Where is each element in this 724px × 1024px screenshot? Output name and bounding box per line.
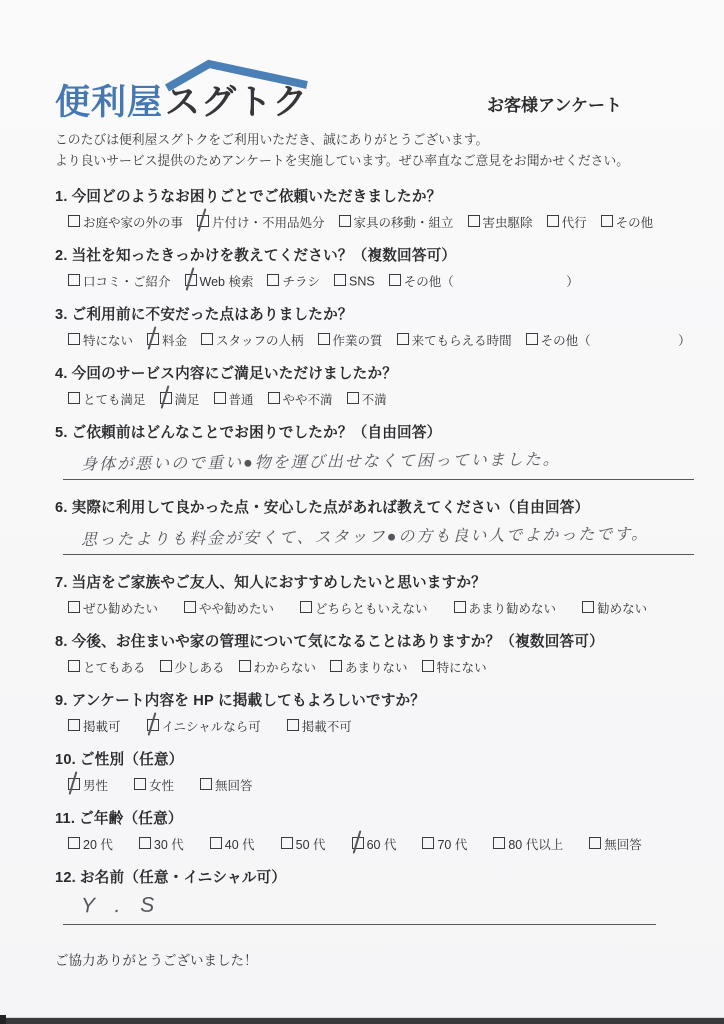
option-label: 片付け・不用品処分 [212,216,325,231]
option-label: 不満 [361,393,387,408]
question-text: 今回どのようなお困りごとでご依頼いただきましたか？ [71,189,442,206]
option-label: 口コミ・ご紹介 [83,275,171,290]
checkbox-option[interactable] [160,390,200,408]
option-label: お庭や家の外の事 [83,216,184,231]
question-number: 12. [55,870,76,887]
checkbox-icon[interactable] [347,392,359,404]
checkbox-option[interactable] [68,835,113,853]
checkbox-icon[interactable] [589,837,601,849]
checkbox-icon[interactable] [160,660,172,672]
checkbox-option[interactable] [68,776,108,794]
questions-list [55,185,694,925]
question-title [55,362,694,383]
question-10 [55,748,694,794]
checkbox-icon[interactable] [147,333,159,345]
question-11 [55,807,694,853]
checkbox-option[interactable] [201,331,304,349]
question-title [55,185,694,206]
option-label: 特にない [83,334,134,349]
checkbox-option[interactable] [147,331,187,349]
checkbox-option[interactable] [347,390,387,408]
options-row [68,776,694,794]
option-label: 40 代 [224,838,255,853]
option-label: 作業の質 [332,334,383,349]
question-6 [55,496,694,555]
question-title [55,244,694,265]
options-row [68,331,694,349]
question-text: お名前（任意・イニシャル可） [79,870,287,887]
option-blank-suffix: （ ） [578,334,691,349]
question-title [55,630,694,651]
question-number: 8. [55,634,68,651]
checkbox-icon[interactable] [185,274,197,286]
option-label: 特にない [436,661,487,676]
question-1 [55,185,694,231]
question-number: 4. [55,366,68,383]
option-label: イニシャルなら可 [161,720,261,735]
checkbox-option[interactable] [601,213,654,231]
check-mark-icon [352,830,361,853]
checkbox-icon[interactable] [334,274,346,286]
check-mark-icon [69,771,78,794]
checkbox-icon[interactable] [389,274,401,286]
question-title [55,748,694,769]
checkbox-option[interactable] [526,331,691,349]
options-row [68,272,694,290]
question-8 [55,630,694,676]
option-label: その他 [615,216,654,231]
checkbox-option[interactable] [147,717,261,735]
checkbox-option[interactable] [397,331,512,349]
question-text: ご年齢（任意） [79,811,183,828]
question-number: 9. [55,693,68,710]
checkbox-option[interactable] [268,390,333,408]
checkbox-option[interactable] [352,835,397,853]
logo-text-benriya: 便利屋 [55,83,164,122]
check-mark-icon [148,326,157,349]
option-label: やや勧めたい [199,602,275,617]
option-label: やや不満 [282,393,333,408]
form-title: お客様アンケート [487,96,622,115]
question-number: 10. [55,752,76,769]
option-label: 無回答 [604,838,642,853]
question-text: ご依頼前はどんなことでお困りでしたか？（自由回答） [71,425,442,442]
company-logo [55,85,308,120]
checkbox-option[interactable] [68,717,121,735]
checkbox-icon[interactable] [68,392,80,404]
option-label: 普通 [228,393,254,408]
checkbox-option[interactable] [68,599,158,617]
option-blank-suffix: （ ） [441,275,579,290]
checkbox-option[interactable] [468,213,533,231]
checkbox-option[interactable] [200,776,253,794]
option-label: その他 [540,334,579,349]
checkbox-option[interactable] [197,213,325,231]
logo-text-sugutoku: スグトク [165,83,309,122]
option-label: 20 代 [83,838,113,853]
checkbox-option[interactable] [239,658,317,676]
question-9 [55,689,694,735]
free-answer-line[interactable] [63,894,656,925]
intro-line-1: このたびは便利屋スグトクをご利用いただき、誠にありがとうございます。 [55,132,489,147]
check-mark-icon [185,267,194,290]
survey-header [55,56,694,120]
question-title [55,496,694,517]
checkbox-icon[interactable] [454,601,466,613]
handwritten-answer: Y . S [80,894,162,918]
checkbox-icon[interactable] [268,392,280,404]
checkbox-option[interactable] [68,658,146,676]
checkbox-icon[interactable] [601,215,613,227]
check-mark-icon [160,385,169,408]
option-label: 70 代 [437,838,468,853]
checkbox-option[interactable] [589,835,642,853]
option-label: 50 代 [295,838,326,853]
closing-thanks: ご協力ありがとうございました！ [55,953,258,969]
option-label: どちらともいえない [315,602,428,617]
option-label: 害虫駆除 [482,216,533,231]
question-5 [55,421,694,480]
option-label: 来てもらえる時間 [411,334,512,349]
check-mark-icon [147,712,156,735]
handwritten-answer: 思ったよりも料金が安くて、スタッフ●の方も良い人でよかったです。 [80,526,650,550]
checkbox-icon[interactable] [239,660,251,672]
option-label: わからない [253,661,317,676]
checkbox-option[interactable] [68,272,171,290]
checkbox-option[interactable] [185,272,254,290]
logo-text-wrap [165,85,308,120]
intro-line-2: より良いサービス提供のためアンケートを実施しています。ぜひ率直なご意見をお聞かせください。 [55,152,630,168]
option-label: あまりない [345,661,408,676]
checkbox-icon[interactable] [68,778,80,790]
checkbox-icon[interactable] [68,719,80,731]
question-3 [55,303,694,349]
checkbox-icon[interactable] [582,601,594,613]
option-label: 勧めない [597,602,648,617]
checkbox-icon[interactable] [139,837,151,849]
checkbox-icon[interactable] [300,601,312,613]
question-title [55,689,694,710]
option-label: 少しある [174,661,225,676]
question-text: 今後、お住まいや家の管理について気になることはありますか？（複数回答可） [71,634,604,651]
question-4 [55,362,694,408]
checkbox-icon[interactable] [267,274,279,286]
checkbox-option[interactable] [422,835,467,853]
checkbox-option[interactable] [184,599,274,617]
options-row [68,835,694,853]
option-label: とても満足 [83,393,146,408]
checkbox-option[interactable] [160,658,225,676]
question-title [55,807,694,828]
question-text: 当社を知ったきっかけを教えてください？（複数回答可） [71,248,457,265]
checkbox-icon[interactable] [397,333,409,345]
checkbox-option[interactable] [267,272,320,290]
option-label: 家具の移動・組立 [353,216,454,231]
checkbox-icon[interactable] [214,392,226,404]
question-number: 6. [55,500,68,517]
question-text: アンケート内容を HP に掲載してもよろしいですか？ [71,693,426,710]
option-label: あまり勧めない [468,602,557,617]
checkbox-icon[interactable] [287,719,299,731]
checkbox-option[interactable] [339,213,454,231]
checkbox-icon[interactable] [493,837,505,849]
checkbox-option[interactable] [68,390,146,408]
free-answer-line[interactable] [63,524,694,555]
option-label: その他 [403,275,442,290]
check-mark-icon [198,208,207,231]
question-number: 5. [55,425,68,442]
question-12 [55,866,694,925]
options-row [68,213,694,231]
checkbox-icon[interactable] [68,837,80,849]
checkbox-option[interactable] [134,776,174,794]
option-label: SNS [348,274,375,289]
checkbox-icon[interactable] [422,660,434,672]
checkbox-icon[interactable] [68,215,80,227]
checkbox-icon[interactable] [352,837,364,849]
option-label: とてもある [83,661,146,676]
question-title [55,421,694,442]
options-row [68,658,694,676]
option-label: 掲載可 [83,720,121,735]
question-number: 1. [55,189,68,206]
option-label: ぜひ勧めたい [83,602,159,617]
question-7 [55,571,694,617]
option-label: 女性 [149,779,175,794]
question-number: 11. [55,811,76,828]
checkbox-option[interactable] [139,835,184,853]
option-label: 30 代 [153,838,184,853]
question-2 [55,244,694,290]
checkbox-icon[interactable] [68,601,80,613]
checkbox-option[interactable] [300,599,428,617]
checkbox-option[interactable] [287,717,352,735]
question-title [55,866,694,887]
question-title [55,303,694,324]
handwritten-answer: 身体が悪いので重い●物を運び出せなくて困っていました。 [80,451,561,474]
checkbox-option[interactable] [210,835,255,853]
options-row [68,599,694,617]
option-label: スタッフの人柄 [216,334,304,349]
checkbox-icon[interactable] [197,215,209,227]
option-label: チラシ [282,275,320,290]
question-text: ご性別（任意） [79,752,184,769]
options-row [68,390,694,408]
checkbox-option[interactable] [493,835,563,853]
question-text: 当店をご家族やご友人、知人におすすめしたいと思いますか？ [71,575,486,592]
option-label: 掲載不可 [301,720,352,735]
checkbox-option[interactable] [547,213,587,231]
checkbox-option[interactable] [582,599,647,617]
options-row [68,717,694,735]
checkbox-icon[interactable] [200,778,212,790]
scan-edge-corner [0,1015,6,1024]
option-label: 料金 [162,334,188,349]
question-number: 2. [55,248,68,265]
question-text: ご利用前に不安だった点はありましたか？ [71,307,353,324]
scan-edge-bar [0,1018,724,1024]
checkbox-icon[interactable] [339,215,351,227]
checkbox-option[interactable] [68,213,183,231]
option-label: 無回答 [215,779,253,794]
free-answer-line[interactable] [63,449,694,480]
question-text: 今回のサービス内容にご満足いただけましたか？ [71,366,398,383]
checkbox-icon[interactable] [468,215,480,227]
checkbox-icon[interactable] [210,837,222,849]
checkbox-icon[interactable] [318,333,330,345]
question-text: 実際に利用して良かった点・安心した点があれば教えてください（自由回答） [71,500,590,517]
checkbox-option[interactable] [454,599,557,617]
checkbox-icon[interactable] [547,215,559,227]
checkbox-icon[interactable] [134,778,146,790]
checkbox-option[interactable] [422,658,487,676]
checkbox-icon[interactable] [68,333,80,345]
option-label: Web 検索 [199,275,254,290]
question-title [55,571,694,592]
question-number: 7. [55,575,68,592]
checkbox-icon[interactable] [281,837,293,849]
checkbox-icon[interactable] [68,274,80,286]
option-label: 80 代以上 [508,838,564,853]
checkbox-option[interactable] [281,835,326,853]
house-roof-icon [161,57,313,93]
checkbox-option[interactable] [214,390,254,408]
checkbox-option[interactable] [389,272,579,290]
option-label: 代行 [561,216,587,231]
option-label: 男性 [83,779,109,794]
checkbox-icon[interactable] [201,333,213,345]
checkbox-option[interactable] [318,331,383,349]
checkbox-icon[interactable] [160,392,172,404]
checkbox-icon[interactable] [68,660,80,672]
checkbox-icon[interactable] [147,719,159,731]
checkbox-option[interactable] [68,331,133,349]
checkbox-icon[interactable] [422,837,434,849]
checkbox-option[interactable] [334,273,375,289]
question-number: 3. [55,307,68,324]
checkbox-icon[interactable] [526,333,538,345]
checkbox-option[interactable] [330,658,408,676]
option-label: 60 代 [366,838,397,853]
option-label: 満足 [174,393,200,408]
checkbox-icon[interactable] [184,601,196,613]
checkbox-icon[interactable] [330,660,342,672]
